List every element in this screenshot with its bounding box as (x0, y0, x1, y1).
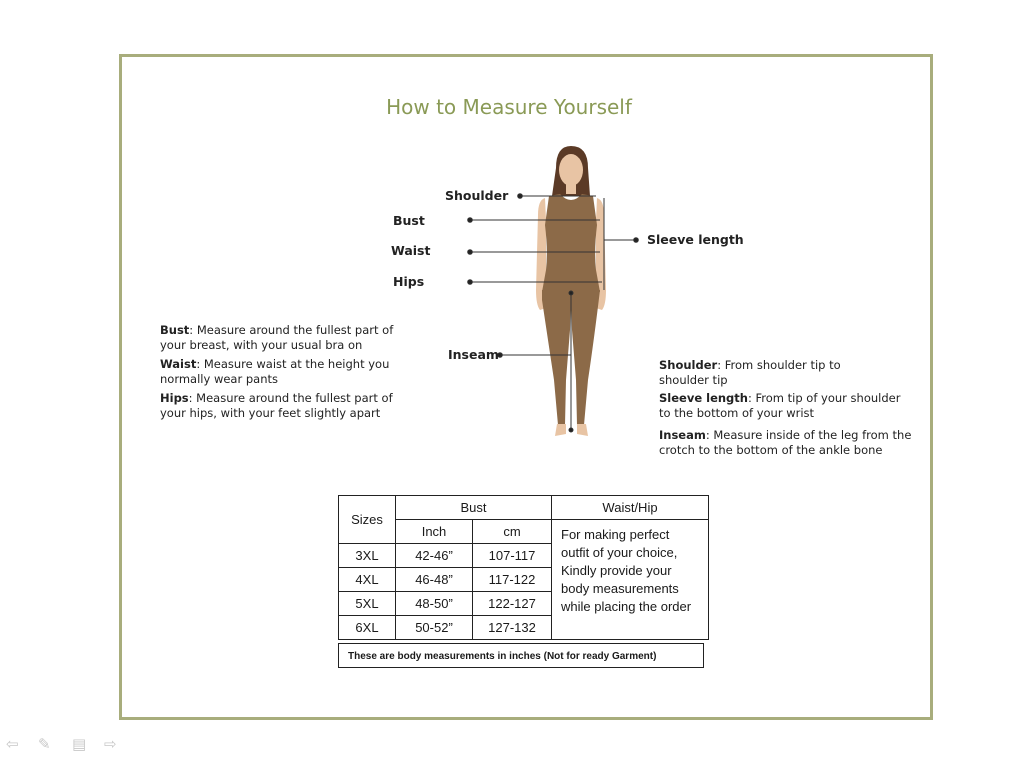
desc-shoulder: Shoulder: From shoulder tip to shoulder tip (659, 358, 841, 387)
label-bust: Bust (393, 213, 425, 228)
nav-forward-icon[interactable]: ⇨ (104, 735, 117, 753)
cell-inch: 48-50” (396, 592, 473, 616)
figure-right-leg (571, 290, 600, 425)
label-hips: Hips (393, 274, 425, 289)
subheader-cm: cm (473, 520, 552, 544)
page-title: How to Measure Yourself (386, 95, 632, 119)
figure-head (559, 154, 583, 186)
table-footnote: These are body measurements in inches (Not for ready Garment) (338, 643, 704, 668)
figure-left-foot (555, 424, 566, 436)
cell-size: 4XL (339, 568, 396, 592)
desc-inseam: Inseam: Measure inside of the leg from the crotch to the bottom of the ankle bone (659, 428, 912, 457)
cell-cm: 122-127 (473, 592, 552, 616)
cell-size: 3XL (339, 544, 396, 568)
header-bust: Bust (396, 496, 552, 520)
cell-size: 6XL (339, 616, 396, 640)
figure-torso (542, 194, 600, 292)
label-shoulder: Shoulder (445, 188, 509, 203)
figure-right-foot (577, 424, 588, 436)
desc-bust: Bust: Measure around the fullest part of your breast, with your usual bra on (160, 323, 394, 352)
label-inseam: Inseam (448, 347, 499, 362)
cell-cm: 107-117 (473, 544, 552, 568)
header-sizes: Sizes (339, 496, 396, 544)
desc-waist: Waist: Measure waist at the height you normally wear pants (160, 357, 390, 386)
cell-inch: 42-46” (396, 544, 473, 568)
figure-neck (566, 184, 576, 194)
size-chart-table (338, 495, 709, 640)
pen-icon[interactable]: ✎ (38, 735, 51, 753)
cell-size: 5XL (339, 592, 396, 616)
cell-inch: 50-52” (396, 616, 473, 640)
desc-hips: Hips: Measure around the fullest part of your hips, with your feet slightly apart (160, 391, 393, 420)
cell-cm: 117-122 (473, 568, 552, 592)
desc-sleeve-length: Sleeve length: From tip of your shoulder to the bottom of your wrist (659, 391, 901, 420)
label-waist: Waist (391, 243, 431, 258)
label-sleeve-length: Sleeve length (647, 232, 744, 247)
cell-inch: 46-48” (396, 568, 473, 592)
menu-icon[interactable]: ▤ (72, 735, 87, 753)
nav-back-icon[interactable]: ⇦ (6, 735, 19, 753)
header-waist-hip: Waist/Hip (552, 496, 709, 520)
waist-hip-note: For making perfect outfit of your choice, Kindly provide your body measurements while placing the order (552, 520, 709, 640)
subheader-inch: Inch (396, 520, 473, 544)
cell-cm: 127-132 (473, 616, 552, 640)
figure-left-leg (542, 290, 571, 425)
